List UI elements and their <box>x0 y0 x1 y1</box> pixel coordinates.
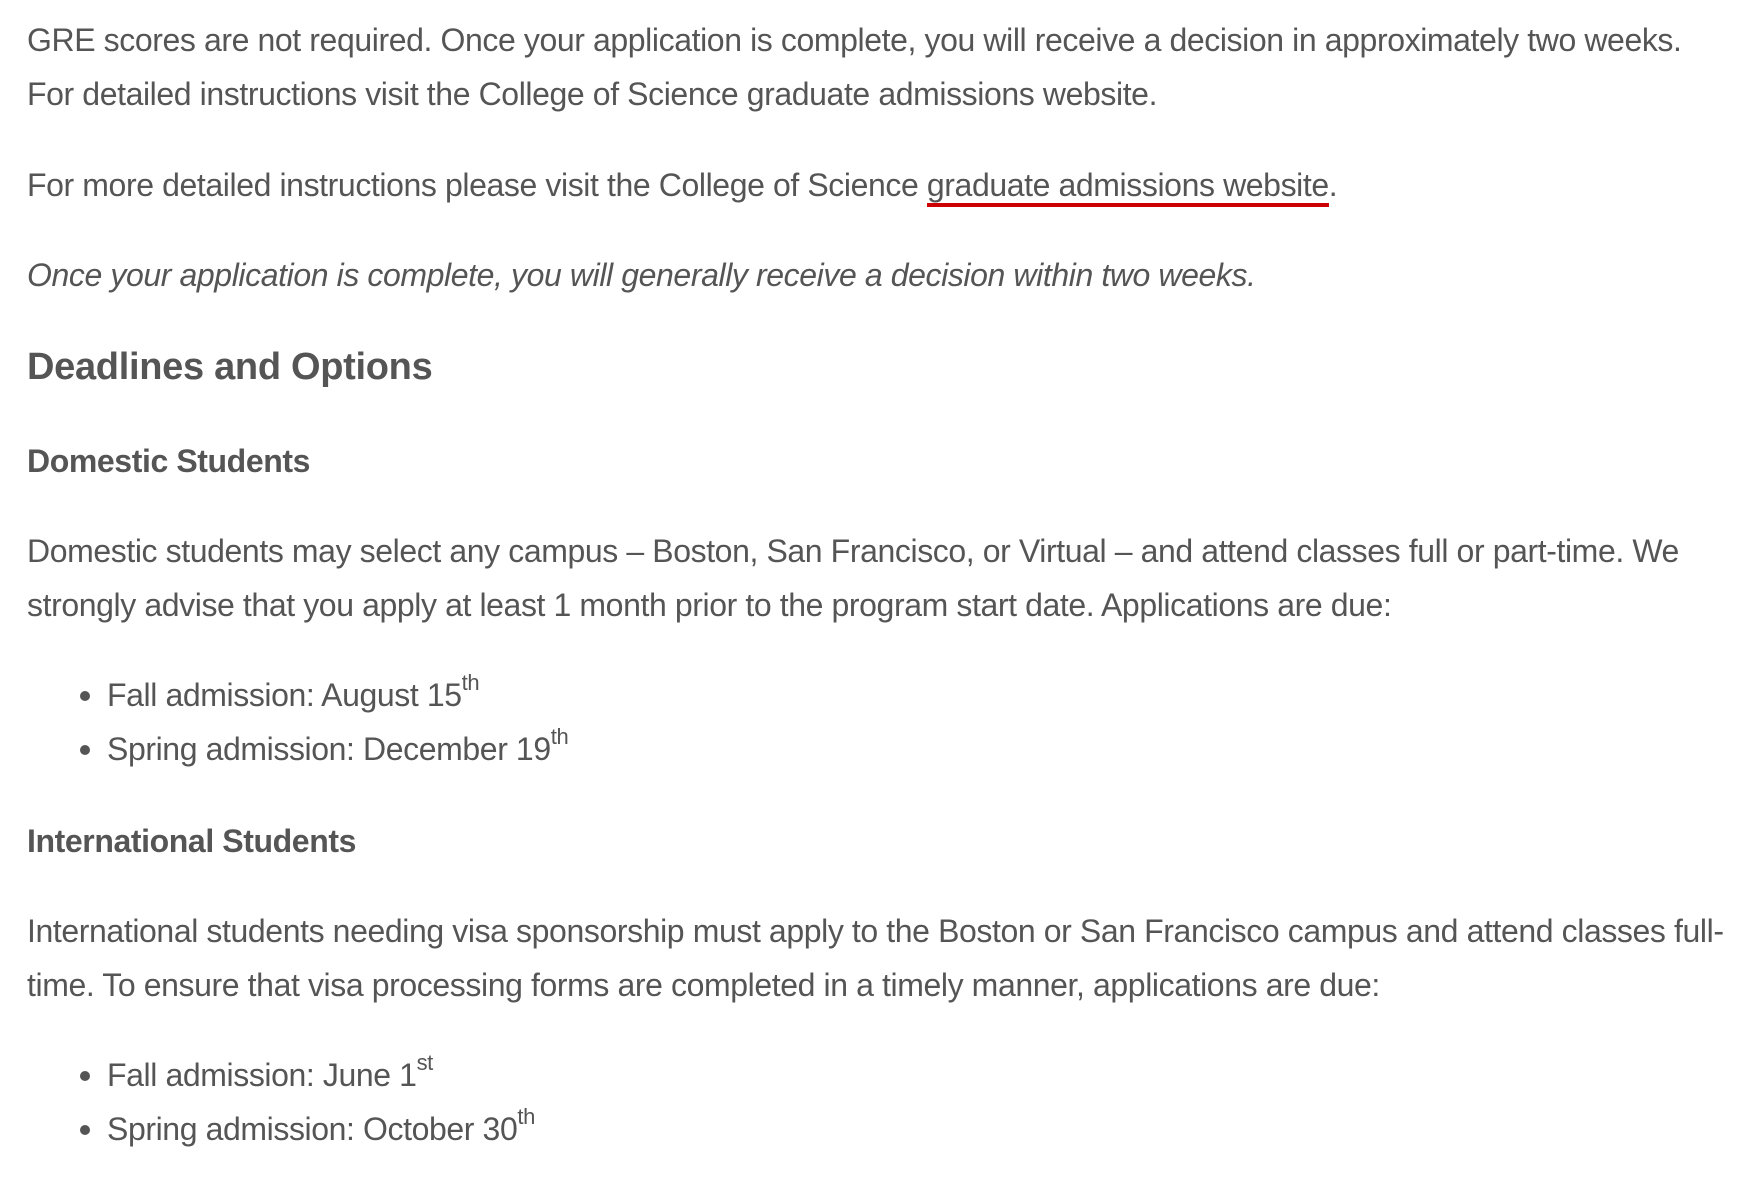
list-item-text: Spring admission: December 19 <box>107 731 551 767</box>
ordinal-suffix: th <box>461 670 480 696</box>
list-item <box>107 1102 535 1156</box>
international-students-paragraph: International students needing visa sponsorship must apply to the Boston or San Francisco campus and attend classes full-time. To ensure that visa processing forms are completed in a timely manner, applications are due: <box>27 913 1724 1003</box>
international-students-heading: International Students <box>27 823 356 859</box>
list-item <box>107 722 568 776</box>
instructions-paragraph <box>27 158 1337 212</box>
list-item <box>107 668 568 722</box>
instructions-prefix: For more detailed instructions please visit the College of Science <box>27 167 927 203</box>
deadlines-heading: Deadlines and Options <box>27 346 433 388</box>
domestic-deadlines-list <box>27 668 568 776</box>
list-item-text: Spring admission: October 30 <box>107 1111 518 1147</box>
list-item <box>107 1048 535 1102</box>
ordinal-suffix: th <box>550 724 569 750</box>
ordinal-suffix: th <box>517 1104 535 1130</box>
domestic-students-heading: Domestic Students <box>27 443 311 479</box>
ordinal-suffix: st <box>416 1050 433 1076</box>
list-item-text: Fall admission: August 15 <box>107 677 462 713</box>
international-deadlines-list <box>27 1048 535 1156</box>
list-item-text: Fall admission: June 1 <box>107 1057 417 1093</box>
instructions-suffix: . <box>1328 167 1338 203</box>
intro-paragraph: GRE scores are not required. Once your application is complete, you will receive a decision in approximately two weeks. For detailed instructions visit the College of Science graduate admissions website. <box>27 22 1682 112</box>
domestic-students-paragraph: Domestic students may select any campus – Boston, San Francisco, or Virtual – and attend classes full or part-time. We strongly advise that you apply at least 1 month prior to the program start date. Applications are due: <box>27 533 1679 623</box>
graduate-admissions-link[interactable]: graduate admissions website <box>927 167 1329 207</box>
decision-note: Once your application is complete, you will generally receive a decision within two weeks. <box>27 257 1256 293</box>
